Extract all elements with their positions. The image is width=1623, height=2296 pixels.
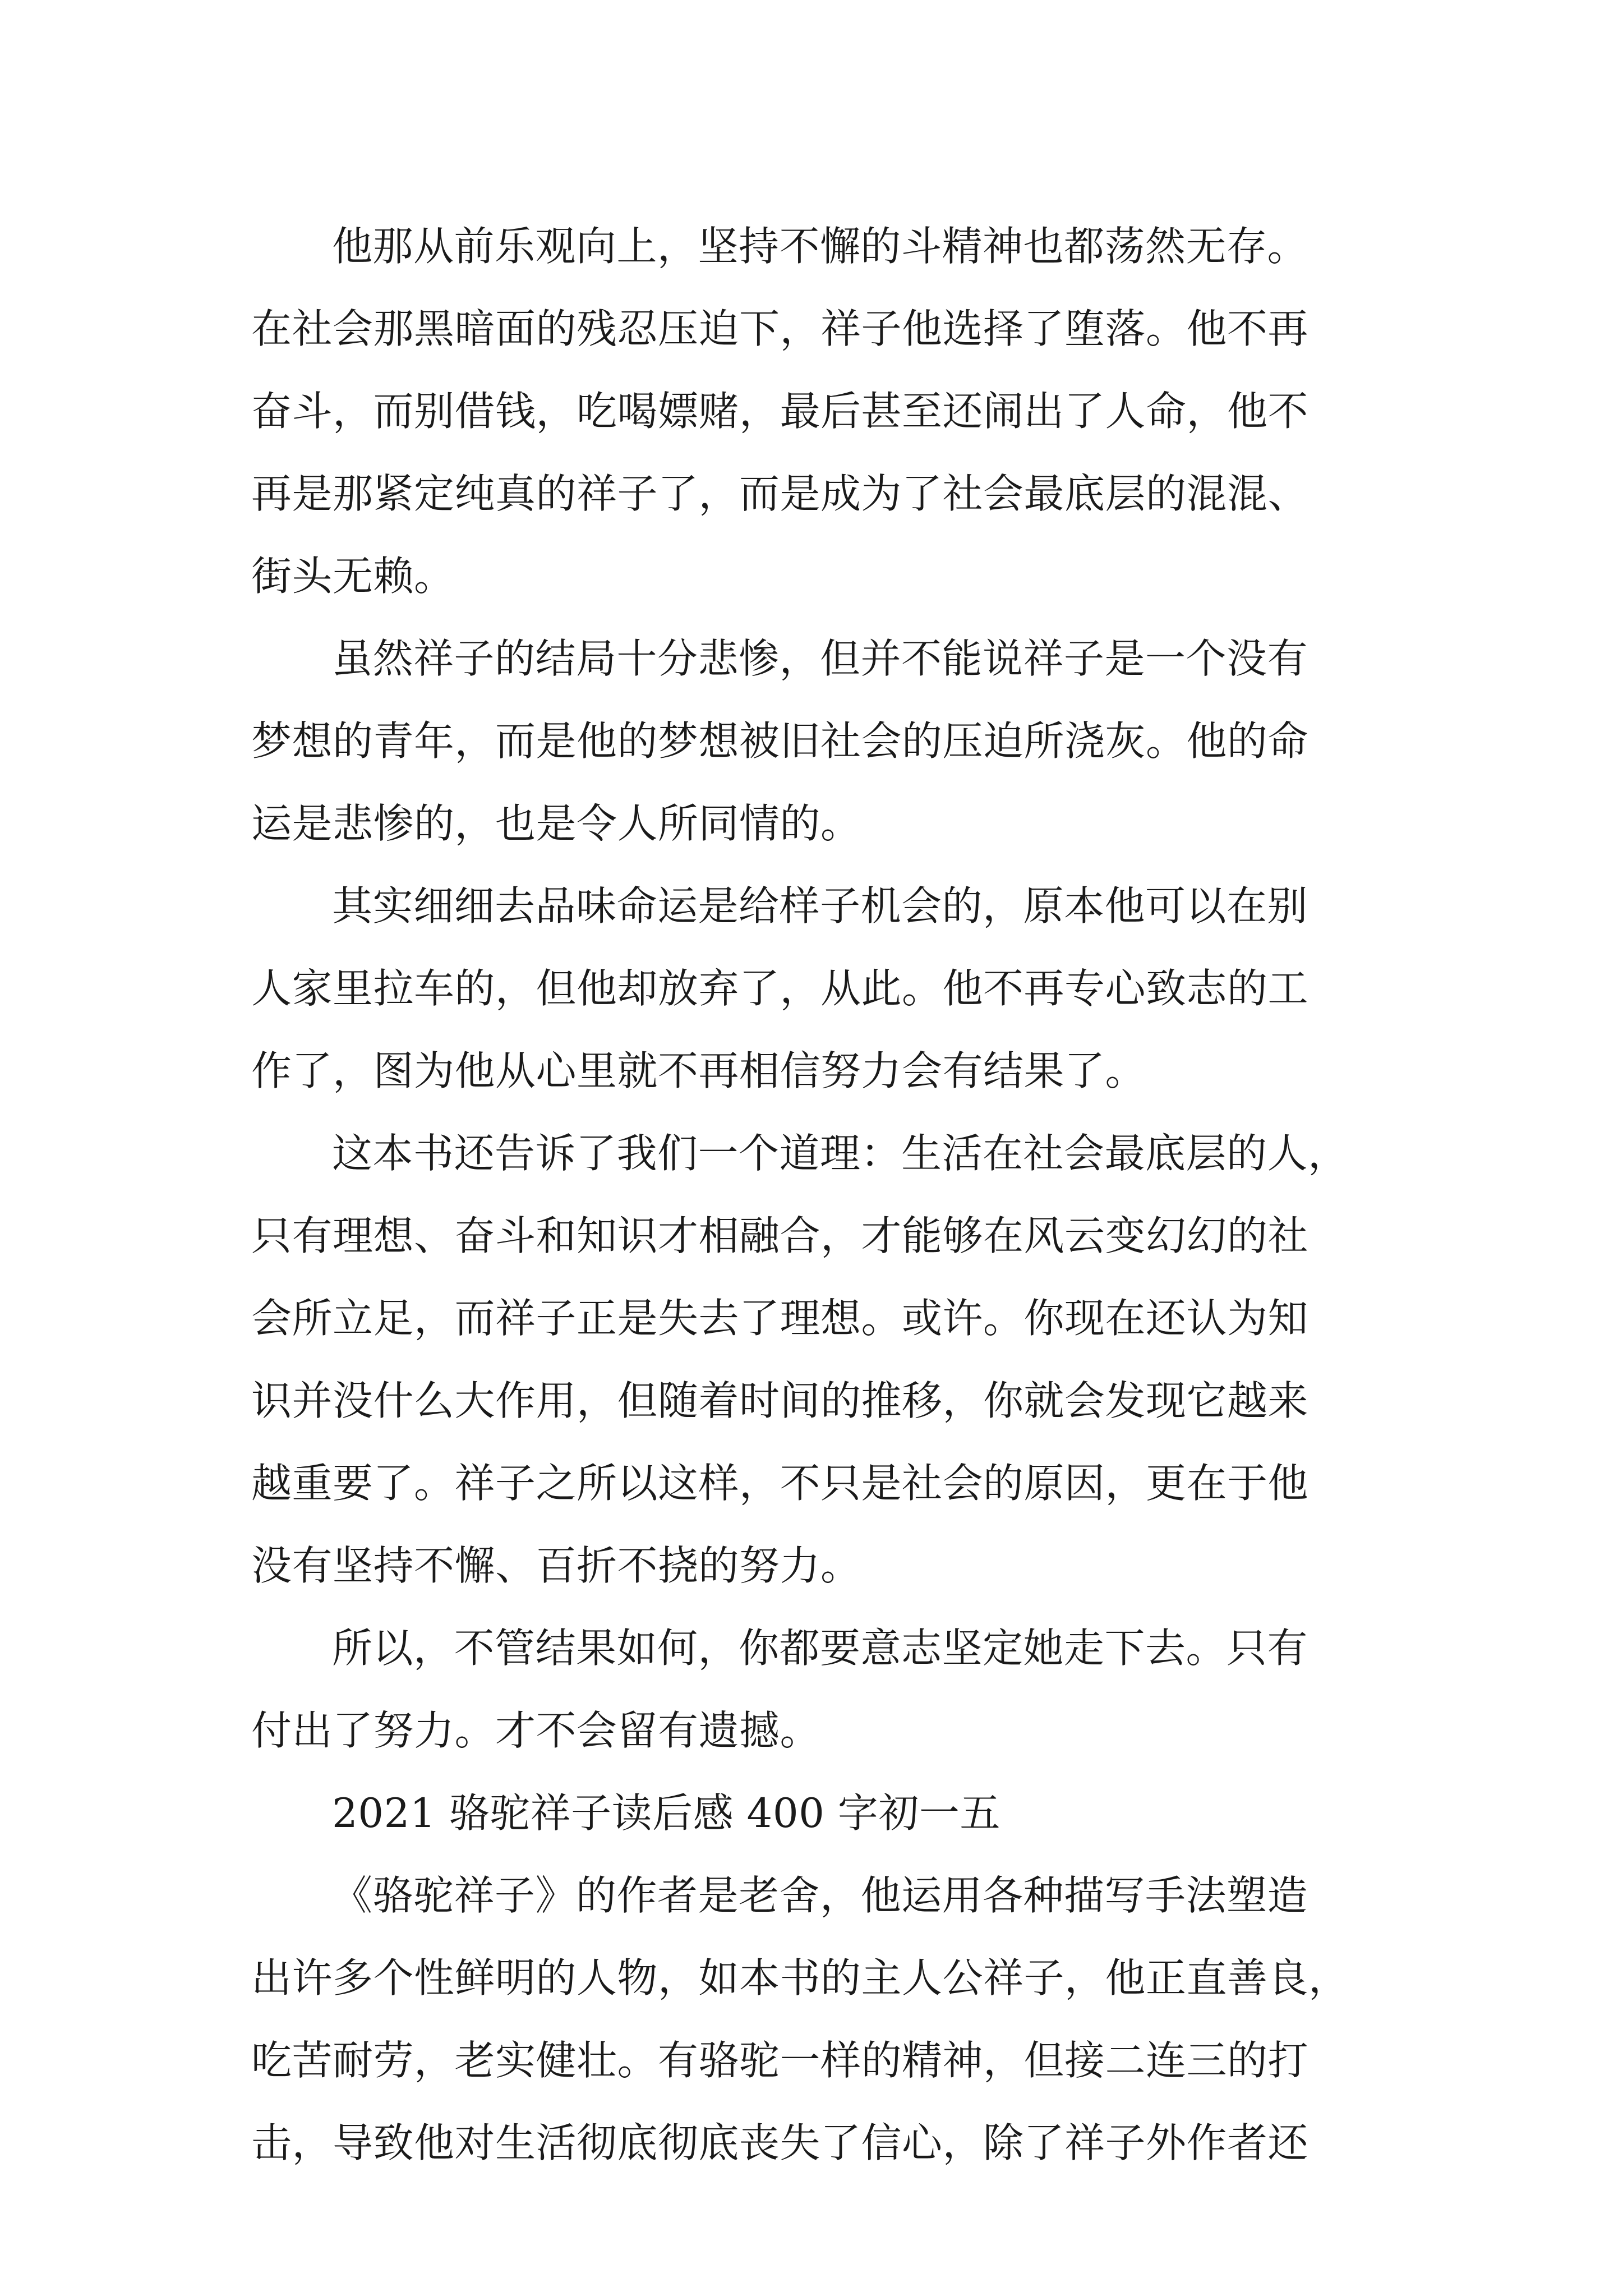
text-line: 出许多个性鲜明的人物，如本书的主人公祥子，他正直善良， bbox=[251, 1954, 1349, 2001]
text-line: 人家里拉车的，但他却放弃了，从此。他不再专心致志的工 bbox=[251, 965, 1309, 1012]
text-line: 再是那紧定纯真的祥子了，而是成为了社会最底层的混混、 bbox=[251, 470, 1309, 517]
text-line: 2021 骆驼祥子读后感 400 字初一五 bbox=[332, 1789, 1000, 1837]
text-line: 没有坚持不懈、百折不挠的努力。 bbox=[251, 1542, 861, 1589]
text-line: 会所立足，而祥子正是失去了理想。或许。你现在还认为知 bbox=[251, 1295, 1309, 1342]
text-line: 奋斗，而别借钱，吃喝嫖赌，最后甚至还闹出了人命，他不 bbox=[251, 388, 1309, 435]
text-line: 运是悲惨的，也是令人所同情的。 bbox=[251, 800, 861, 847]
text-line: 他那从前乐观向上，坚持不懈的斗精神也都荡然无存。 bbox=[332, 223, 1308, 270]
text-line: 越重要了。祥子之所以这样，不只是社会的原因，更在于他 bbox=[251, 1460, 1309, 1507]
text-line: 吃苦耐劳，老实健壮。有骆驼一样的精神，但接二连三的打 bbox=[251, 2037, 1309, 2084]
document-body bbox=[251, 205, 1382, 2184]
text-line: 其实细细去品味命运是给样子机会的，原本他可以在别 bbox=[332, 882, 1308, 930]
text-line: 所以，不管结果如何，你都要意志坚定她走下去。只有 bbox=[332, 1625, 1308, 1672]
text-line: 这本书还告诉了我们一个道理：生活在社会最底层的人， bbox=[332, 1130, 1349, 1177]
text-line: 识并没什么大作用，但随着时间的推移，你就会发现它越来 bbox=[251, 1377, 1309, 1424]
text-line: 付出了努力。才不会留有遗撼。 bbox=[251, 1707, 821, 1754]
text-line: 虽然祥子的结局十分悲惨，但并不能说祥子是一个没有 bbox=[332, 635, 1308, 682]
text-line: 击，导致他对生活彻底彻底丧失了信心，除了祥子外作者还 bbox=[251, 2119, 1309, 2166]
text-line: 街头无赖。 bbox=[251, 553, 455, 600]
text-line: 在社会那黑暗面的残忍压迫下，祥子他选择了堕落。他不再 bbox=[251, 305, 1309, 352]
text-line: 作了，图为他从心里就不再相信努力会有结果了。 bbox=[251, 1047, 1146, 1094]
text-line: 《骆驼祥子》的作者是老舍，他运用各种描写手法塑造 bbox=[332, 1872, 1308, 1919]
text-line: 只有理想、奋斗和知识才相融合，才能够在风云变幻幻的社 bbox=[251, 1212, 1309, 1259]
text-line: 梦想的青年，而是他的梦想被旧社会的压迫所浇灰。他的命 bbox=[251, 717, 1309, 765]
